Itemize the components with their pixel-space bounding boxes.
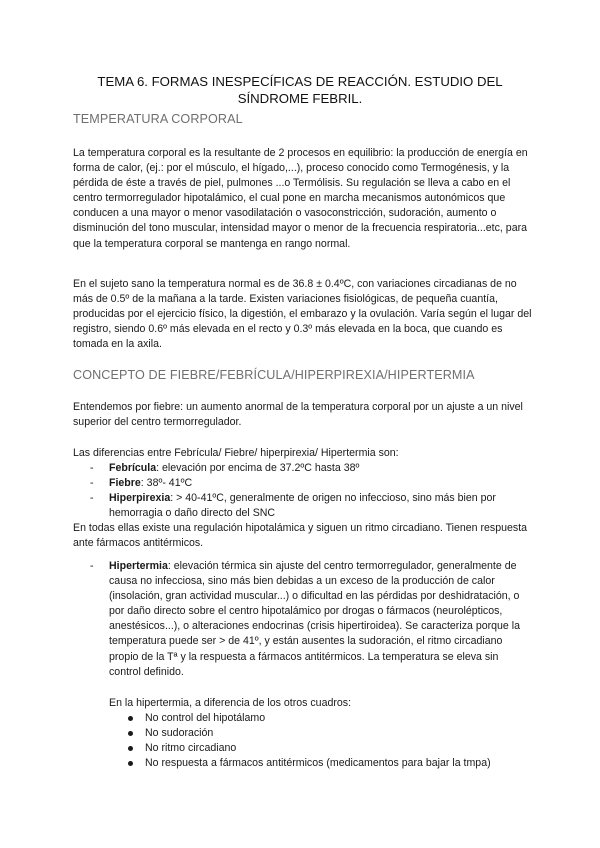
term-hipertermia: Hipertermia	[109, 560, 168, 572]
section-heading-concepto-fiebre: CONCEPTO DE FIEBRE/FEBRÍCULA/HIPERPIREXIA/HIPERTERMIA	[73, 368, 475, 382]
bullet-text: No control del hipotálamo	[145, 712, 266, 724]
list-item-hiperpirexia	[90, 491, 530, 521]
dash-marker: -	[90, 477, 94, 489]
paragraph-definicion-fiebre: Entendemos por fiebre: un aumento anormal de la temperatura corporal por un ajuste a un nivel superior del centro termorregulador.	[73, 401, 523, 429]
desc-febricula: : elevación por encima de 37.2ºC hasta 38º	[156, 462, 360, 474]
bullet-dot	[128, 746, 133, 751]
term-hiperpirexia: Hiperpirexia	[109, 492, 171, 504]
desc-hiperpirexia: : > 40-41ºC, generalmente de origen no infeccioso, sino más bien por hemorragia o daño directo del SNC	[109, 492, 496, 520]
document-title: TEMA 6. FORMAS INESPECÍFICAS DE REACCIÓN. ESTUDIO DEL SÍNDROME FEBRIL.	[97, 74, 503, 106]
bullet-text: No ritmo circadiano	[145, 742, 237, 754]
list-item-fiebre	[90, 476, 530, 491]
dash-marker: -	[90, 560, 94, 572]
paragraph-sujeto-sano: En el sujeto sano la temperatura normal es de 36.8 ± 0.4ºC, con variaciones circadianas de no más de 0.5º de la mañana a la tarde. Existen variaciones fisiológicas, de pequeña cuantía, producidas por el ejercicio físico, la digestión, el embarazo y la ovulación. Varía según el lugar del registro, siendo 0.6º más elevada en el recto y 0.3º más elevada en la boca, que cuando es tomada en la axila.	[73, 278, 532, 351]
desc-hipertermia: : elevación térmica sin ajuste del centro termorregulador, generalmente de causa no infecciosa, sino más bien debidas a un exceso de la producción de calor (insolación, gran actividad muscular...) o dificultad en las pérdidas por deshidratación, o por daño directo sobre el centro hipotalámico por drogas o fármacos (neurolépticos, anestésicos...), o alteraciones endocrinas (crisis hipertiroidea). Se caracteriza porque la temperatura puede ser > de 41º, y están ausentes la sudoración, el ritmo circadiano propio de la Tª y la respuesta a fármacos antitérmicos. La temperatura se eleva sin control definido.	[109, 560, 520, 678]
section-heading-temperatura: TEMPERATURA CORPORAL	[73, 112, 243, 126]
paragraph-diferencias: Las diferencias entre Febrícula/ Fiebre/ hiperpirexia/ Hipertermia son:	[73, 447, 399, 459]
bullet-dot	[128, 716, 133, 721]
list-item-hipertermia	[90, 559, 530, 680]
dash-marker: -	[90, 462, 94, 474]
term-fiebre: Fiebre	[109, 477, 141, 489]
bullet-text: No sudoración	[145, 727, 214, 739]
paragraph-hipertermia-diferencias: En la hipertermia, a diferencia de los otros cuadros:	[109, 697, 352, 709]
desc-fiebre: : 38º- 41ºC	[140, 477, 193, 489]
dash-marker: -	[90, 492, 94, 504]
paragraph-temperatura-corporal: La temperatura corporal es la resultante de 2 procesos en equilibrio: la producción de energía en forma de calor, (ej.: por el músculo, el hígado,...), proceso conocido como Termogénesis, y la pérdida de éste a través de piel, pulmones ...o Termólisis. Su regulación se lleva a cabo en el centro termorregulador hipotalámico, el cual pone en marcha mecanismos autonómicos que conducen a una mayor o menor vasodilatación o vasoconstricción, sudoración, aumento o disminución del tono muscular, intensidad mayor o menor de la frecuencia respiratoria...etc, para que la temperatura corporal se mantenga en rango normal.	[73, 147, 528, 250]
bullet-text: No respuesta a fármacos antitérmicos (medicamentos para bajar la tmpa)	[145, 757, 491, 769]
bullet-dot	[128, 761, 133, 766]
term-febricula: Febrícula	[109, 462, 157, 474]
paragraph-regulacion-hipotalamica: En todas ellas existe una regulación hipotalámica y siguen un ritmo circadiano. Tienen respuesta ante fármacos antitérmicos.	[73, 522, 528, 550]
list-item-febricula	[90, 461, 530, 476]
bullet-dot	[128, 731, 133, 736]
